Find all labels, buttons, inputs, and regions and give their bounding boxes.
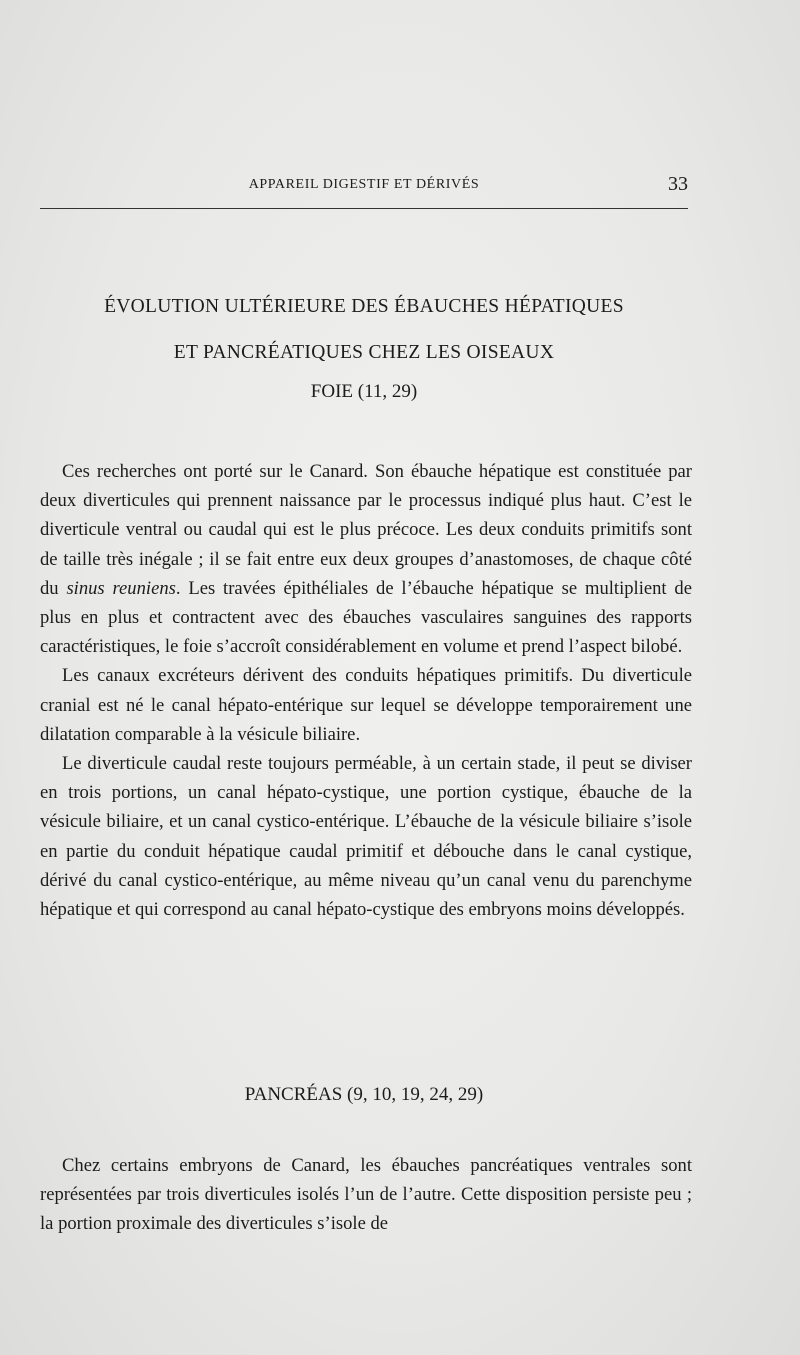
- foie-paragraph-3: Le diverticule caudal reste toujours perméable, à un certain stade, il peut se diviser en trois portions, un canal hépato-cystique, une portion cystique, ébauche de la vésicule biliaire, et un canal cystico-entérique. L’ébauche de la vésicule biliaire s’isole en partie du conduit hépatique caudal primitif et débouche dans le canal cystique, dérivé du canal cystico-entérique, au même niveau qu’un canal venu du parenchyme hépatique et qui correspond au canal hépato-cystique des embryons moins développés.: [40, 753, 692, 921]
- chapter-title-line-1: ÉVOLUTION ULTÉRIEURE DES ÉBAUCHES HÉPATIQUES: [104, 296, 624, 317]
- pancreas-body: [40, 1151, 692, 1239]
- foie-paragraph-1-start: Ces recherches ont porté sur le Canard. Son ébauche hépatique est constituée par deux diverticules qui prennent naissance par le processus indiqué plus haut. C’est le diverticule ventral ou caudal qui est le plus précoce. Les deux conduits primitifs sont de taille très inégale ; il se fait entre eux deux groupes d’anastomoses, de chaque côté du: [40, 461, 692, 599]
- running-head-title: APPAREIL DIGESTIF ET DÉRIVÉS: [248, 177, 480, 192]
- sinus-reuniens-term: sinus reuniens: [66, 577, 176, 599]
- section-heading-foie: FOIE (11, 29): [310, 381, 418, 402]
- foie-paragraph-1-end: . Les travées épithéliales de l’ébauche hépatique se multiplient de plus en plus et contractent avec des ébauches vasculaires sanguines des rapports caractéristiques, le foie s’accroît considérablement en volume et prend l’aspect bilobé.: [40, 577, 692, 658]
- pancreas-paragraph-1: Chez certains embryons de Canard, les ébauches pancréatiques ventrales sont représentées par trois diverticules isolés l’un de l’autre. Cette disposition persiste peu ; la portion proximale des diverticules s’isole de: [40, 1155, 692, 1235]
- foie-paragraph-2: Les canaux excréteurs dérivent des conduits hépatiques primitifs. Du diverticule cranial est né le canal hépato-entérique sur lequel se développe temporairement une dilatation comparable à la vésicule biliaire.: [40, 665, 692, 745]
- foie-paragraph-1: [40, 457, 692, 661]
- chapter-title-line-2: ET PANCRÉATIQUES CHEZ LES OISEAUX: [173, 342, 555, 363]
- section-heading-pancreas: PANCRÉAS (9, 10, 19, 24, 29): [244, 1084, 484, 1105]
- running-head: [40, 174, 688, 198]
- header-rule: [40, 208, 688, 209]
- page-number: 33: [668, 173, 688, 195]
- foie-body: [40, 457, 692, 924]
